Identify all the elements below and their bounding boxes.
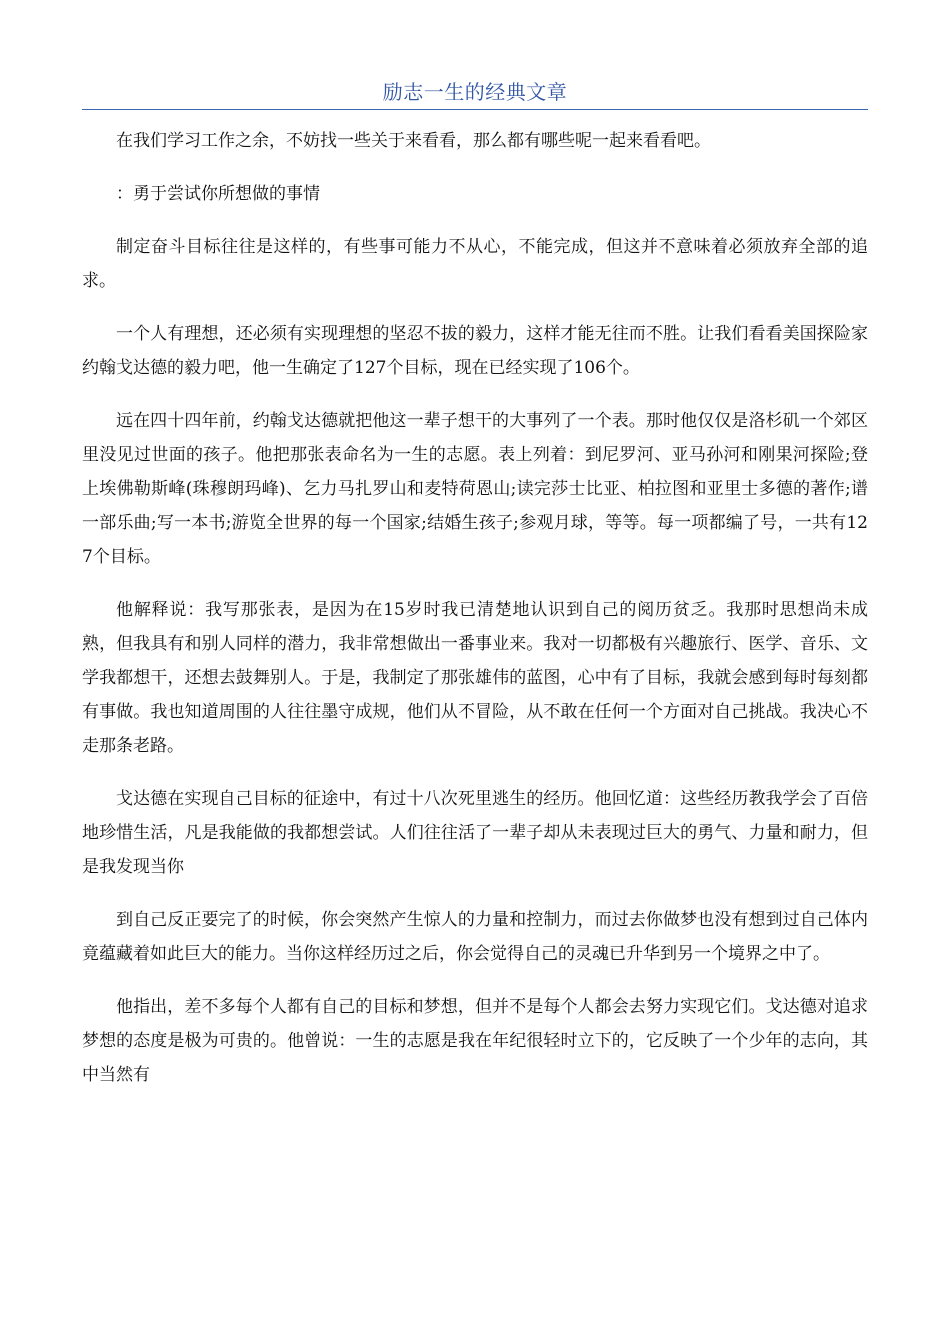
paragraph-perseverance: 一个人有理想，还必须有实现理想的坚忍不拔的毅力，这样才能无往而不胜。让我们看看美国探险家约翰戈达德的毅力吧，他一生确定了127个目标，现在已经实现了106个。 xyxy=(82,324,868,378)
paragraph-explanation: 他解释说：我写那张表，是因为在15岁时我已清楚地认识到自己的阅历贫乏。我那时思想尚未成熟，但我具有和别人同样的潜力，我非常想做出一番事业来。我对一切都极有兴趣旅行、医学、音乐、文学我都想干，还想去鼓舞别人。于是，我制定了那张雄伟的蓝图，心中有了目标，我就会感到每时每刻都有事做。我也知道周围的人往往墨守成规，他们从不冒险，从不敢在任何一个方面对自己挑战。我决心不走那条老路。 xyxy=(82,600,868,756)
paragraph-goals: 制定奋斗目标往往是这样的，有些事可能力不从心，不能完成，但这并不意味着必须放弃全部的追求。 xyxy=(82,237,868,291)
document-header xyxy=(82,76,868,110)
paragraph-intro: 在我们学习工作之余，不妨找一些关于来看看，那么都有哪些呢一起来看看吧。 xyxy=(116,131,711,151)
document-body xyxy=(82,124,868,1111)
document-title: 励志一生的经典文章 xyxy=(382,80,568,104)
paragraph-near-death: 戈达德在实现自己目标的征途中，有过十八次死里逃生的经历。他回忆道：这些经历教我学会了百倍地珍惜生活，凡是我能做的我都想尝试。人们往往活了一辈子却从未表现过巨大的勇气、力量和耐力，但是我发现当你 xyxy=(82,789,868,877)
paragraph-dreams: 他指出，差不多每个人都有自己的目标和梦想，但并不是每个人都会去努力实现它们。戈达德对追求梦想的态度是极为可贵的。他曾说：一生的志愿是我在年纪很轻时立下的，它反映了一个少年的志向，其中当然有 xyxy=(82,997,868,1085)
paragraph-inner-power: 到自己反正要完了的时候，你会突然产生惊人的力量和控制力，而过去你做梦也没有想到过自己体内竟蕴藏着如此巨大的能力。当你这样经历过之后，你会觉得自己的灵魂已升华到另一个境界之中了。 xyxy=(82,910,868,964)
paragraph-life-list: 远在四十四年前，约翰戈达德就把他这一辈子想干的大事列了一个表。那时他仅仅是洛杉矶一个郊区里没见过世面的孩子。他把那张表命名为一生的志愿。表上列着：到尼罗河、亚马孙河和刚果河探险;登上埃佛勒斯峰(珠穆朗玛峰)、乞力马扎罗山和麦特荷恩山;读完莎士比亚、柏拉图和亚里士多德的著作;谱一部乐曲;写一本书;游览全世界的每一个国家;结婚生孩子;参观月球，等等。每一项都编了号，一共有127个目标。 xyxy=(82,411,868,567)
paragraph-subtitle: ：勇于尝试你所想做的事情 xyxy=(116,184,320,204)
